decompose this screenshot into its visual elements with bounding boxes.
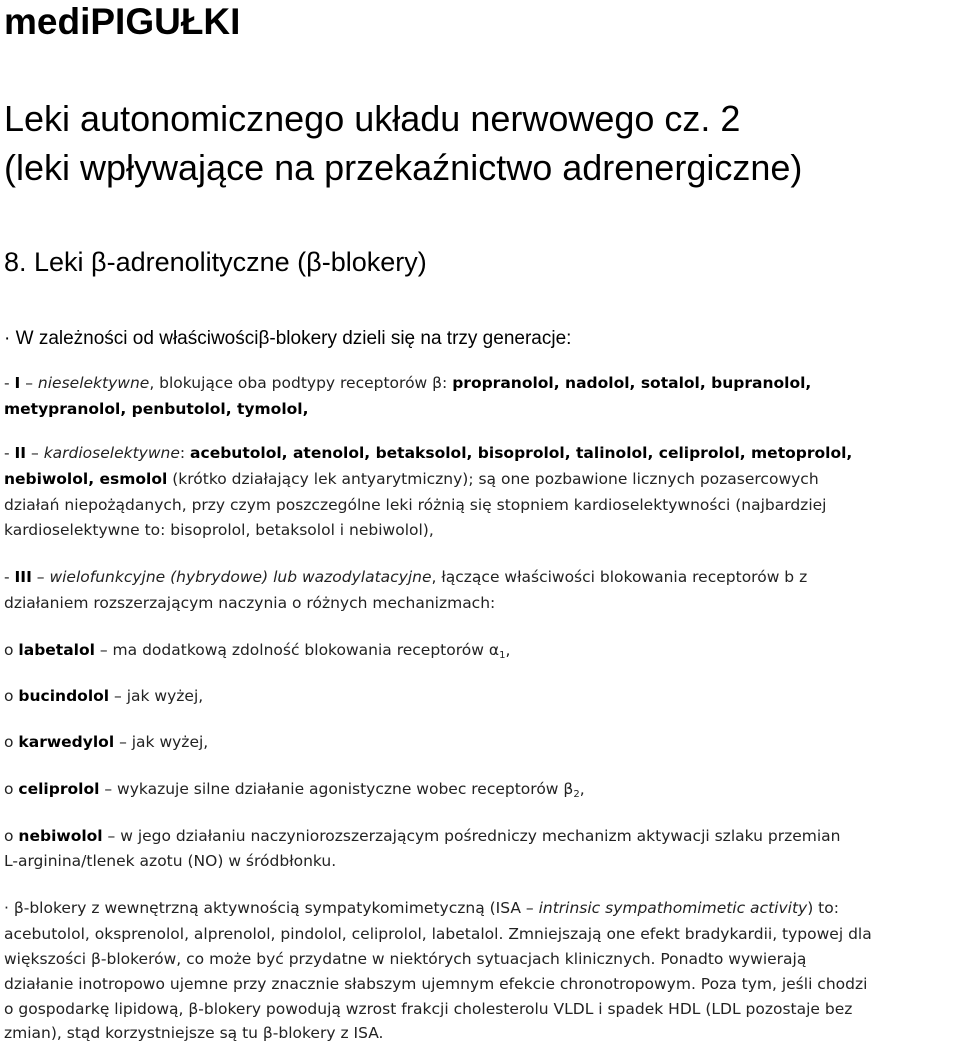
separator: – bbox=[26, 444, 44, 462]
gen-name: kardioselektywne bbox=[43, 444, 180, 462]
section-intro: · W zależności od właściwościβ-blokery dzieli się na trzy generacje: bbox=[4, 328, 572, 349]
drug-list: propranolol, nadolol, sotalol, bupranolol, bbox=[452, 374, 812, 392]
gen-name: nieselektywne bbox=[37, 374, 150, 392]
gen1-line-2 bbox=[4, 397, 308, 421]
gen2-line-3: działań niepożądanych, przy czym poszczególne leki różnią się stopniem kardioselektywności (najbardziej bbox=[4, 496, 827, 514]
gen-number: III bbox=[14, 568, 32, 586]
dash: - bbox=[4, 444, 15, 462]
list-item bbox=[4, 638, 510, 662]
colon: : bbox=[179, 444, 191, 462]
gen-desc: , blokujące oba podtypy receptorów β: bbox=[149, 374, 453, 392]
isa-line-6: zmian), stąd korzystniejsze są tu β-blokery z ISA. bbox=[4, 1024, 384, 1042]
subscript: 1 bbox=[499, 650, 506, 661]
gen-number: I bbox=[14, 374, 21, 392]
page-title-line-2: (leki wpływające na przekaźnictwo adrenergiczne) bbox=[4, 147, 803, 188]
item-text: – w jego działaniu naczyniorozszerzającym pośredniczy mechanizm aktywacji szlaku przemian bbox=[102, 827, 841, 845]
bullet: o bbox=[4, 780, 19, 798]
item-text: – jak wyżej, bbox=[114, 733, 209, 751]
drug-list: metypranolol, penbutolol, tymolol, bbox=[4, 400, 309, 418]
separator: – bbox=[20, 374, 38, 392]
gen2-line-1 bbox=[4, 441, 852, 465]
section-heading: 8. Leki β-adrenolityczne (β-blokery) bbox=[4, 247, 427, 277]
item-text: – jak wyżej, bbox=[109, 687, 204, 705]
dash: - bbox=[4, 568, 15, 586]
gen1-line-1 bbox=[4, 371, 811, 395]
gen-desc: , łączące właściwości blokowania receptorów b z bbox=[431, 568, 808, 586]
drug-name: bucindolol bbox=[18, 687, 110, 705]
item-tail: , bbox=[579, 780, 585, 798]
bullet: o bbox=[4, 827, 19, 845]
isa-line-5: o gospodarkę lipidową, β-blokery powodują wzrost frakcji cholesterolu VLDL i spadek HDL (LDL pozostaje bez bbox=[4, 1000, 853, 1018]
brand-logo: mediPIGUŁKI bbox=[4, 1, 241, 42]
bullet: o bbox=[4, 733, 19, 751]
list-item-continuation: L-arginina/tlenek azotu (NO) w śródbłonku. bbox=[4, 852, 337, 870]
item-text: – ma dodatkową zdolność blokowania receptorów α bbox=[94, 641, 500, 659]
gen-note: (krótko działający lek antyarytmiczny); są one pozbawione licznych pozasercowych bbox=[167, 470, 819, 488]
list-item bbox=[4, 824, 841, 848]
dash: - bbox=[4, 374, 15, 392]
isa-line-4: działanie inotropowo ujemne przy znacznie słabszym ujemnym efekcie chronotropowym. Poza tym, jeśli chodzi bbox=[4, 975, 868, 993]
drug-name: labetalol bbox=[18, 641, 95, 659]
gen-number: II bbox=[14, 444, 27, 462]
isa-close: ) to: bbox=[807, 899, 839, 917]
separator: – bbox=[31, 568, 50, 586]
isa-line-1 bbox=[4, 896, 839, 920]
gen2-line-2 bbox=[4, 467, 819, 491]
isa-lead: · β-blokery z wewnętrzną aktywnością sympatykomimetyczną (ISA – bbox=[4, 899, 539, 917]
drug-list: nebiwolol, esmolol bbox=[4, 470, 168, 488]
gen-name: wielofunkcyjne (hybrydowe) lub wazodylatacyjne bbox=[49, 568, 432, 586]
list-item bbox=[4, 777, 585, 801]
drug-name: celiprolol bbox=[18, 780, 100, 798]
item-text: – wykazuje silne działanie agonistyczne wobec receptorów β bbox=[99, 780, 574, 798]
subscript: 2 bbox=[573, 789, 580, 800]
bullet: o bbox=[4, 641, 19, 659]
gen2-line-4: kardioselektywne to: bisoprolol, betaksolol i nebiwolol), bbox=[4, 521, 434, 539]
drug-name: karwedylol bbox=[18, 733, 115, 751]
list-item bbox=[4, 684, 203, 708]
item-tail: , bbox=[505, 641, 511, 659]
isa-term: intrinsic sympathomimetic activity bbox=[538, 899, 808, 917]
drug-list: acebutolol, atenolol, betaksolol, bisoprolol, talinolol, celiprolol, metoprolol, bbox=[190, 444, 853, 462]
gen3-line-1 bbox=[4, 565, 807, 589]
gen3-line-2: działaniem rozszerzającym naczynia o różnych mechanizmach: bbox=[4, 594, 496, 612]
drug-name: nebiwolol bbox=[18, 827, 103, 845]
isa-line-3: większości β-blokerów, co może być przydatne w niektórych sytuacjach klinicznych. Ponadto wywierają bbox=[4, 950, 807, 968]
page-title-line-1: Leki autonomicznego układu nerwowego cz. 2 bbox=[4, 98, 741, 139]
isa-line-2: acebutolol, oksprenolol, alprenolol, pindolol, celiprolol, labetalol. Zmniejszają one efekt bradykardii, typowej dla bbox=[4, 925, 872, 943]
list-item bbox=[4, 730, 208, 754]
bullet: o bbox=[4, 687, 19, 705]
